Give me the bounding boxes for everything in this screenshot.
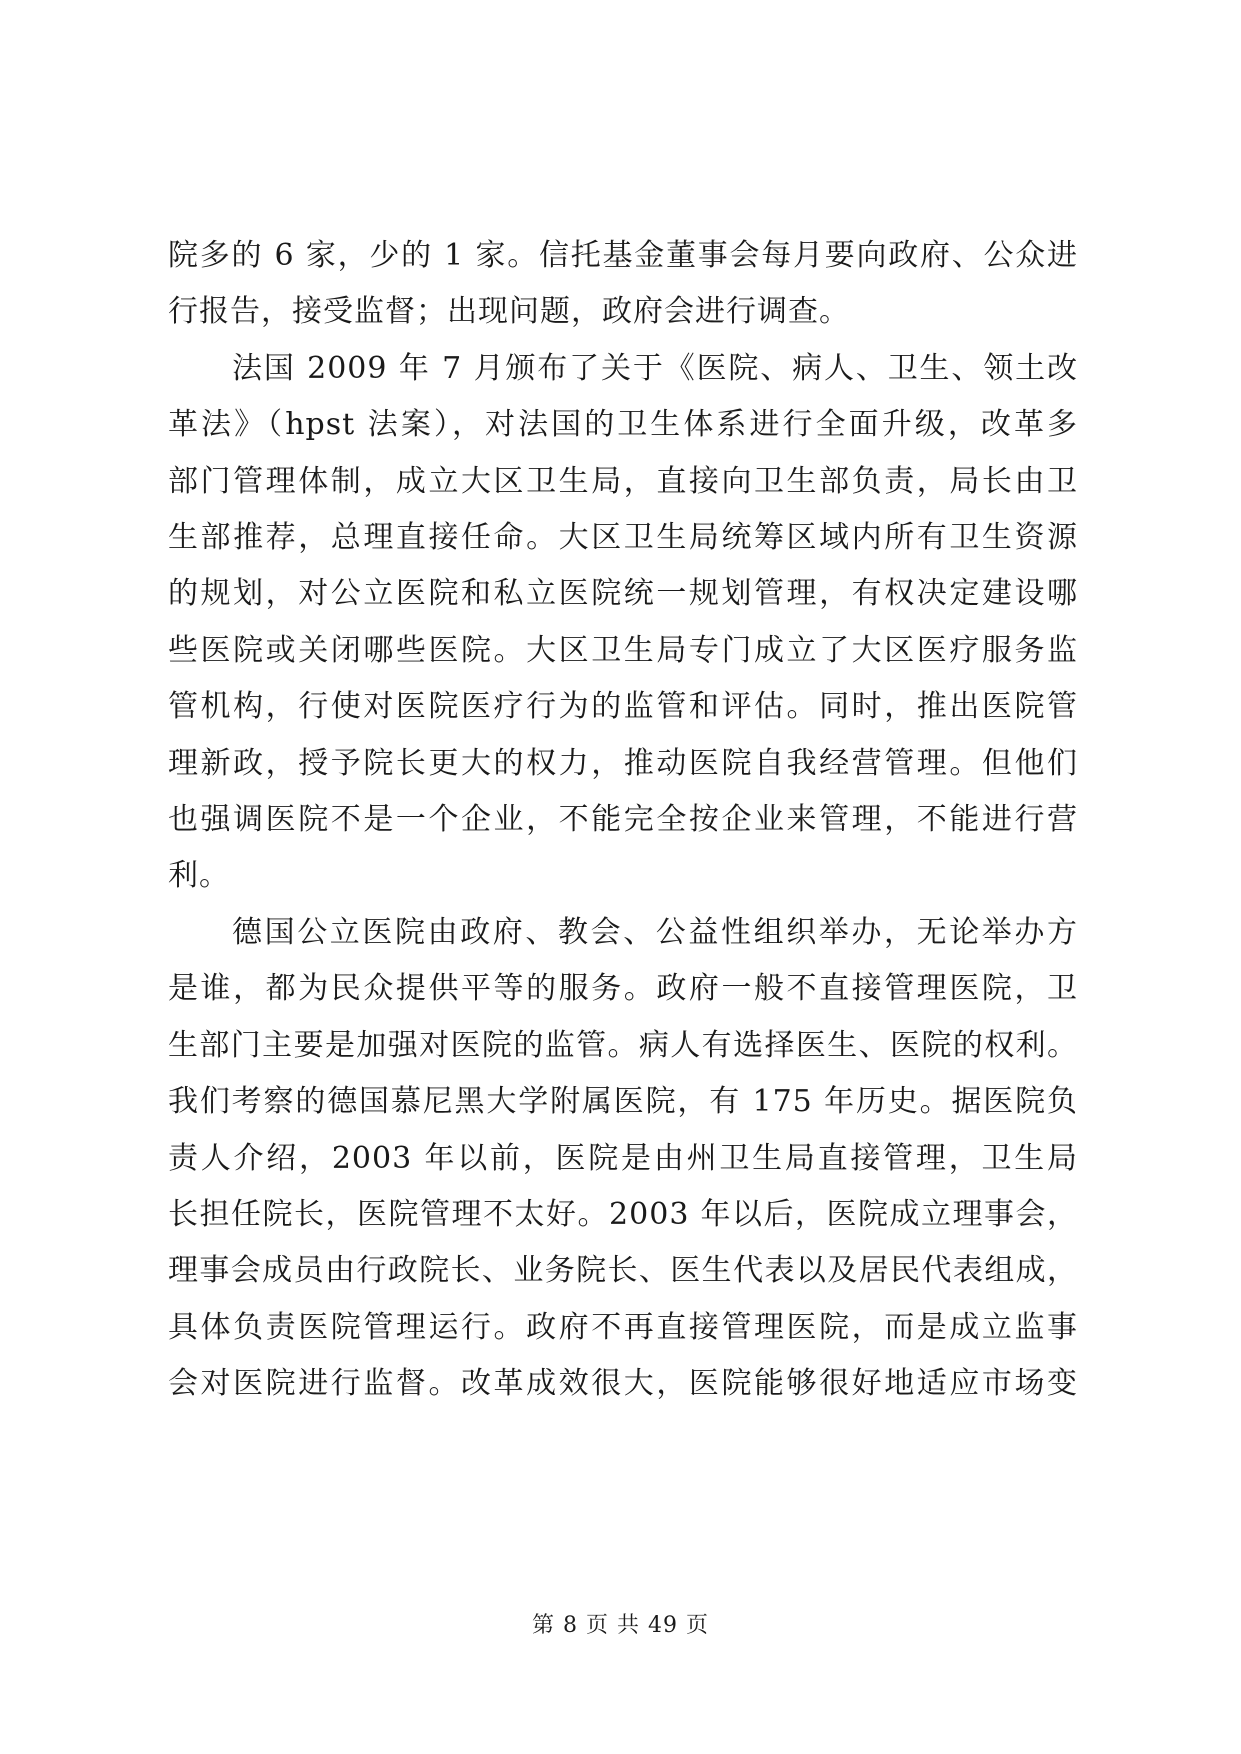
- paragraph-line: 理新政，授予院长更大的权力，推动医院自我经营管理。但他们: [168, 745, 1078, 781]
- paragraph-line: 部门管理体制，成立大区卫生局，直接向卫生部负责，局长由卫: [168, 463, 1078, 499]
- paragraph-line: 生部门主要是加强对医院的监管。病人有选择医生、医院的权利。: [168, 1027, 1078, 1063]
- paragraph-2: [168, 341, 1078, 905]
- body-text: [168, 228, 1078, 1413]
- paragraph-line: 利。: [168, 858, 230, 894]
- paragraph-line: 些医院或关闭哪些医院。大区卫生局专门成立了大区医疗服务监: [168, 632, 1078, 668]
- paragraph-line: 责人介绍，2003 年以前，医院是由州卫生局直接管理，卫生局: [168, 1140, 1078, 1176]
- paragraph-line: 管机构，行使对医院医疗行为的监管和评估。同时，推出医院管: [168, 689, 1078, 725]
- paragraph-line: 革法》（hpst 法案），对法国的卫生体系进行全面升级，改革多: [168, 407, 1078, 443]
- paragraph-line: 法国 2009 年 7 月颁布了关于《医院、病人、卫生、领土改: [232, 350, 1078, 386]
- paragraph-line: 行报告，接受监督；出现问题，政府会进行调查。: [168, 294, 850, 330]
- paragraph-line: 院多的 6 家，少的 1 家。信托基金董事会每月要向政府、公众进: [168, 238, 1078, 273]
- paragraph-line: 理事会成员由行政院长、业务院长、医生代表以及居民代表组成，: [168, 1253, 1078, 1289]
- paragraph-1: [168, 228, 1078, 341]
- paragraph-3: [168, 905, 1078, 1413]
- paragraph-line: 生部推荐，总理直接任命。大区卫生局统筹区域内所有卫生资源: [168, 520, 1078, 556]
- paragraph-line: 德国公立医院由政府、教会、公益性组织举办，无论举办方: [232, 914, 1078, 950]
- paragraph-line: 我们考察的德国慕尼黑大学附属医院，有 175 年历史。据医院负: [168, 1084, 1078, 1120]
- paragraph-line: 长担任院长，医院管理不太好。2003 年以后，医院成立理事会，: [168, 1196, 1078, 1232]
- paragraph-line: 也强调医院不是一个企业，不能完全按企业来管理，不能进行营: [168, 802, 1078, 838]
- paragraph-line: 是谁，都为民众提供平等的服务。政府一般不直接管理医院，卫: [168, 971, 1078, 1007]
- paragraph-line: 的规划，对公立医院和私立医院统一规划管理，有权决定建设哪: [168, 576, 1078, 612]
- paragraph-line: 会对医院进行监督。改革成效很大，医院能够很好地适应市场变: [168, 1366, 1078, 1402]
- paragraph-line: 具体负责医院管理运行。政府不再直接管理医院，而是成立监事: [168, 1309, 1078, 1345]
- page-number-footer: 第 8 页 共 49 页: [532, 1613, 709, 1638]
